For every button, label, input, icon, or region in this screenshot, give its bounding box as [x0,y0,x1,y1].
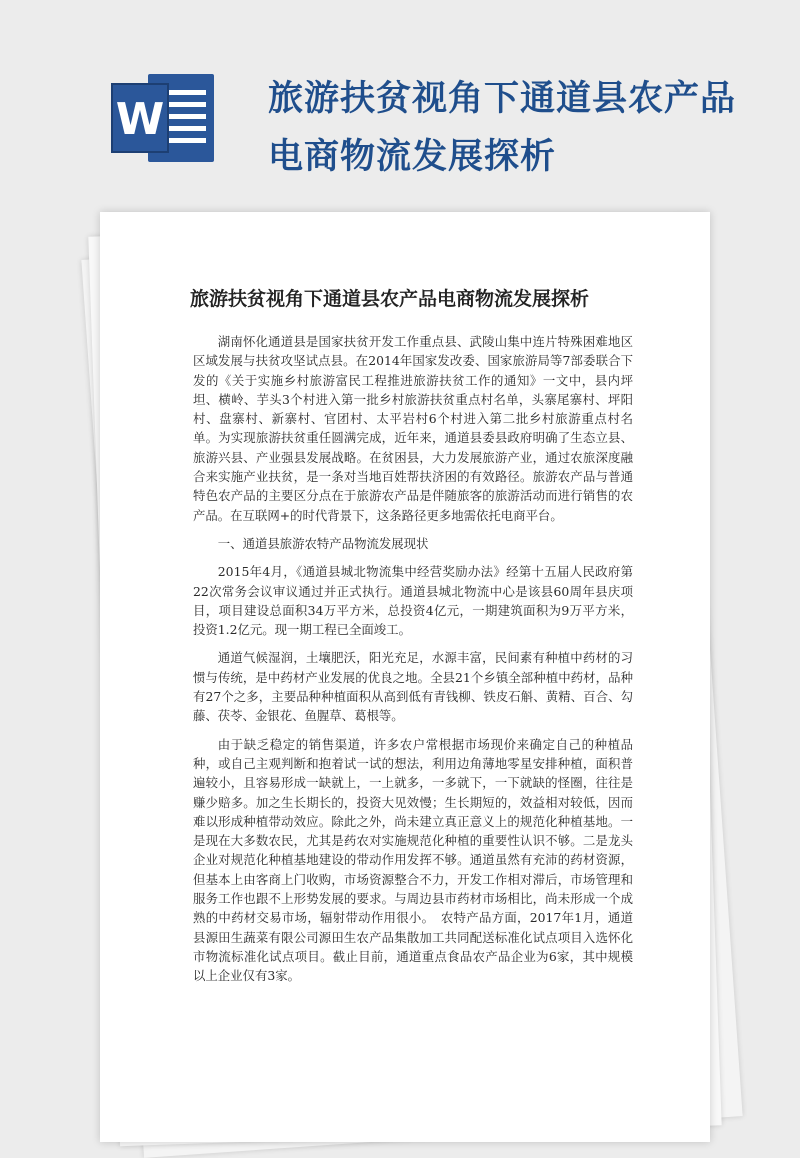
paragraph-logistics: 2015年4月，《通道县城北物流集中经营奖励办法》经第十五届人民政府第22次常务会议审议通过并正式执行。通道县城北物流中心是该县60周年县庆项目，项目建设总面积34万平方米，总投资4亿元，一期建筑面积为9万平方米，投资1.2亿元。现一期工程已全面竣工。 [193,564,633,638]
document-page [100,212,710,1142]
paragraph-intro: 湖南怀化通道县是国家扶贫开发工作重点县、武陵山集中连片特殊困难地区区域发展与扶贫攻坚试点县。在2014年国家发改委、国家旅游局等7部委联合下发的《关于实施乡村旅游富民工程推进旅游扶贫工作的通知》一文中，县内坪坦、横岭、芋头3个村进入第一批乡村旅游扶贫重点村名单，头寨尾寨村、坪阳村、盘寨村、新寨村、官团村、太平岩村6个村进入第二批乡村旅游重点村名单。为实现旅游扶贫重任圆满完成，近年来，通道县委县政府明确了生态立县、旅游兴县、产业强县发展战略。在贫困县，大力发展旅游产业，通过农旅深度融合来实施产业扶贫，是一条对当地百姓帮扶济困的有效路径。旅游农产品与普通特色农产品的主要区分点在于旅游农产品是伴随旅客的旅游活动而进行销售的农产品。在互联网+的时代背景下，这条路径更多地需依托电商平台。 [193,334,633,523]
svg-text:W: W [115,94,165,145]
header-title: 旅游扶贫视角下通道县农产品电商物流发展探析 [268,79,737,177]
document-title: 旅游扶贫视角下通道县农产品电商物流发展探析 [190,288,590,310]
word-document-icon [108,68,218,168]
paragraph-herbs: 通道气候湿润，土壤肥沃，阳光充足，水源丰富，民间素有种植中药材的习惯与传统，是中药材产业发展的优良之地。全县21个乡镇全部种植中药材，品种有27个之多，主要品种种植面积从高到低有青钱柳、铁皮石斛、黄精、百合、勾藤、茯苓、金银花、鱼腥草、葛根等。 [193,650,633,724]
paragraph-challenges: 由于缺乏稳定的销售渠道，许多农户常根据市场现价来确定自己的种植品种，或自己主观判断和抱着试一试的想法，利用边角薄地零星安排种植，面积普遍较小，且容易形成一缺就上，一上就多，一多就下，一下就缺的怪圈，往往是赚少赔多。加之生长期长的，投资大见效慢；生长期短的，效益相对较低，因而难以形成种植带动效应。除此之外，尚未建立真正意义上的规范化种植基地。一是现在大多数农民，尤其是药农对实施规范化种植的重要性认识不够。二是龙头企业对规范化种植基地建设的带动作用发挥不够。通道虽然有充沛的药材资源，但基本上由客商上门收购，市场资源整合不力，开发工作相对滞后，市场管理和服务工作也跟不上形势发展的要求。与周边县市药材市场相比，尚未形成一个成熟的中药材交易市场，辐射带动作用很小。 农特产品方面，2017年1月，通道县源田生蔬菜有限公司源田生农产品集散加工共同配送标准化试点项目入选怀化市物流标准化试点项目。截止目前，通道重点食品农产品企业为6家，其中规模以上企业仅有3家。 [193,736,633,984]
document-body [193,332,633,995]
section-heading: 一、通道县旅游农特产品物流发展现状 [217,535,429,551]
